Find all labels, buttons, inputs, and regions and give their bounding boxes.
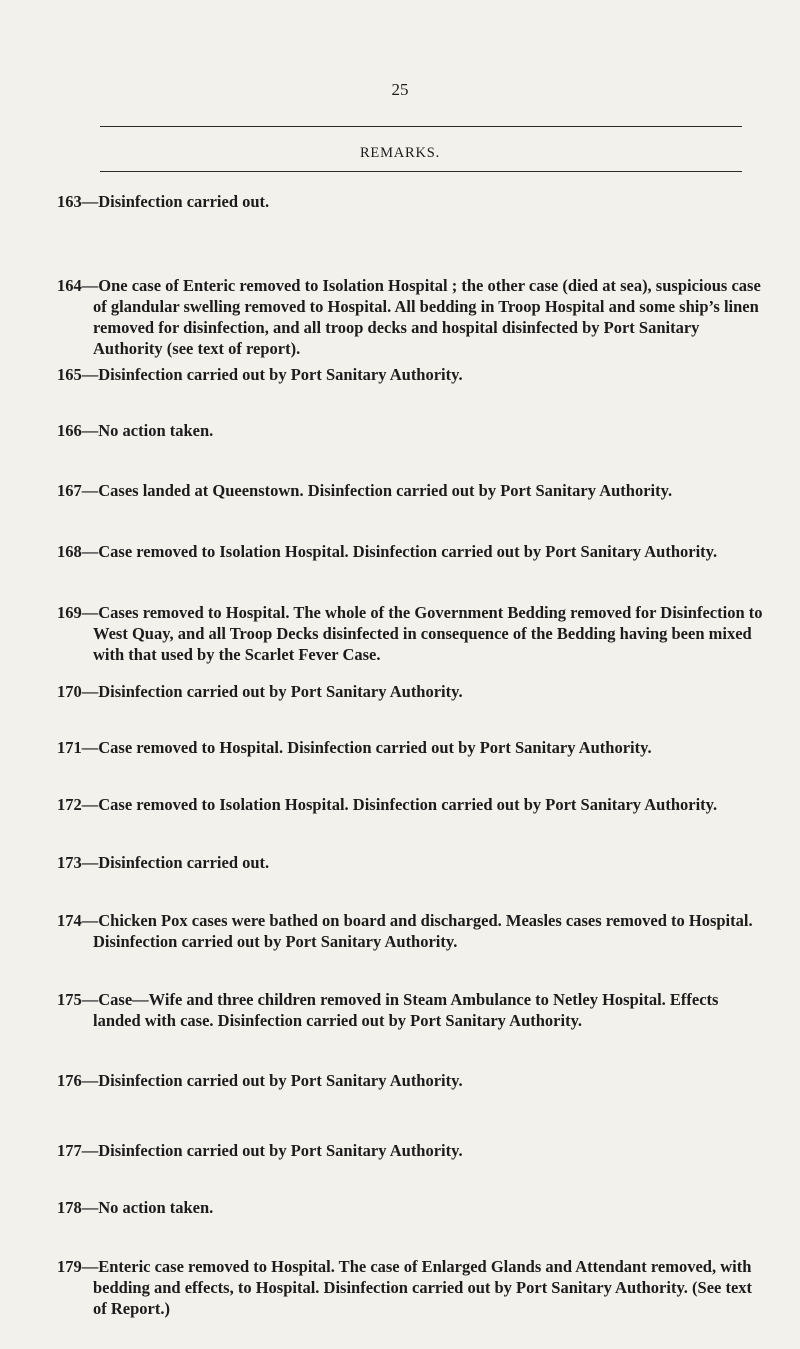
remark-173 xyxy=(57,852,769,873)
remark-166 xyxy=(57,420,769,441)
remark-176 xyxy=(57,1070,769,1091)
remark-text: —Enteric case removed to Hospital. The case of Enlarged Glands and Attendant removed, with bedding and effects, to Hospital. Disinfection carried out by Port Sanitary Authority. (See text of Report.) xyxy=(81,1257,753,1318)
remark-text: —Disinfection carried out by Port Sanitary Authority. xyxy=(81,365,463,384)
remark-text: —No action taken. xyxy=(81,1198,214,1217)
remark-number: 177 xyxy=(57,1141,82,1160)
top-rule xyxy=(100,126,742,127)
remark-178 xyxy=(57,1197,769,1218)
bottom-rule xyxy=(100,171,742,172)
remark-number: 174 xyxy=(57,911,82,930)
remark-text: —Chicken Pox cases were bathed on board and discharged. Measles cases removed to Hospital. Disinfection carried out by Port Sanitary Authority. xyxy=(81,911,753,951)
remark-170 xyxy=(57,681,769,702)
remark-number: 166 xyxy=(57,421,82,440)
remark-167 xyxy=(57,480,769,501)
remark-text: —Disinfection carried out. xyxy=(81,853,270,872)
remark-text: —One case of Enteric removed to Isolation Hospital ; the other case (died at sea), suspicious case of glandular swelling removed to Hospital. All bedding in Troop Hospital and some ship’s linen removed for disinfection, and all troop decks and hospital disinfected by Port Sanitary Authority (see text of report). xyxy=(81,276,761,358)
remark-172 xyxy=(57,794,769,815)
remark-text: —No action taken. xyxy=(81,421,214,440)
remark-number: 179 xyxy=(57,1257,82,1276)
remark-174 xyxy=(57,910,769,952)
remark-text: —Disinfection carried out. xyxy=(81,192,270,211)
remark-number: 169 xyxy=(57,603,82,622)
remark-text: —Case removed to Hospital. Disinfection carried out by Port Sanitary Authority. xyxy=(81,738,652,757)
remark-number: 164 xyxy=(57,276,82,295)
remark-text: —Cases removed to Hospital. The whole of the Government Bedding removed for Disinfection to West Quay, and all Troop Decks disinfected in consequence of the Bedding having been mixed with that used by the Scarlet Fever Case. xyxy=(81,603,763,664)
remark-171 xyxy=(57,737,769,758)
remark-number: 173 xyxy=(57,853,82,872)
remark-165 xyxy=(57,364,769,385)
remark-168 xyxy=(57,541,769,562)
remark-text: —Case removed to Isolation Hospital. Disinfection carried out by Port Sanitary Authority. xyxy=(81,542,718,561)
remark-number: 170 xyxy=(57,682,82,701)
remark-number: 167 xyxy=(57,481,82,500)
remark-number: 163 xyxy=(57,192,82,211)
remark-177 xyxy=(57,1140,769,1161)
remark-175 xyxy=(57,989,769,1031)
remark-163 xyxy=(57,191,769,212)
remark-text: —Case removed to Isolation Hospital. Disinfection carried out by Port Sanitary Authority. xyxy=(81,795,718,814)
remark-number: 178 xyxy=(57,1198,82,1217)
remark-number: 175 xyxy=(57,990,82,1009)
remark-number: 176 xyxy=(57,1071,82,1090)
remark-number: 168 xyxy=(57,542,82,561)
page-number: 25 xyxy=(391,80,409,99)
remark-number: 165 xyxy=(57,365,82,384)
remark-text: —Disinfection carried out by Port Sanitary Authority. xyxy=(81,682,463,701)
remark-number: 172 xyxy=(57,795,82,814)
remark-text: —Disinfection carried out by Port Sanitary Authority. xyxy=(81,1071,463,1090)
remark-164 xyxy=(57,275,769,359)
remarks-heading: REMARKS. xyxy=(359,145,441,161)
remark-169 xyxy=(57,602,769,665)
remark-number: 171 xyxy=(57,738,82,757)
remark-text: —Case—Wife and three children removed in Steam Ambulance to Netley Hospital. Effects landed with case. Disinfection carried out by Port Sanitary Authority. xyxy=(81,990,719,1030)
remark-text: —Cases landed at Queenstown. Disinfection carried out by Port Sanitary Authority. xyxy=(81,481,673,500)
remark-179 xyxy=(57,1256,769,1319)
remark-text: —Disinfection carried out by Port Sanitary Authority. xyxy=(81,1141,463,1160)
